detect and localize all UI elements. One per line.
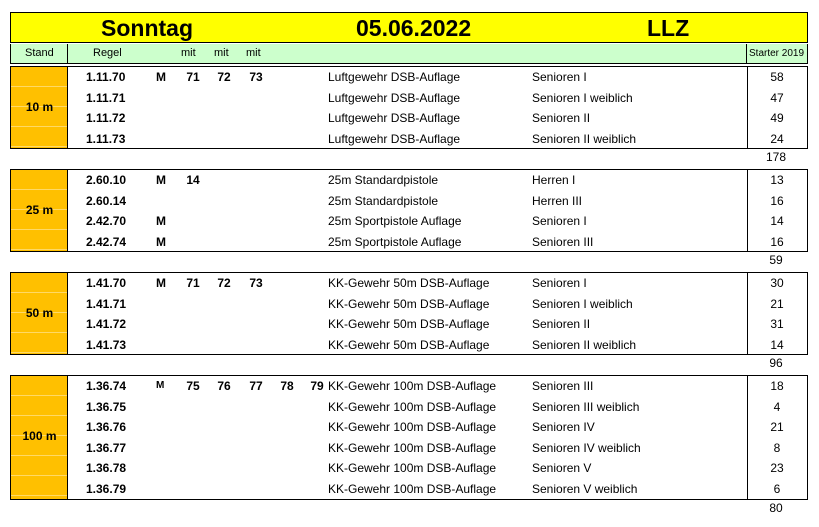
stand-block <box>10 375 808 500</box>
discipline-cell: Luftgewehr DSB-Auflage <box>328 131 461 146</box>
table-row <box>11 67 807 87</box>
starter-cell: 14 <box>770 337 784 352</box>
class-cell: Senioren III <box>532 234 594 249</box>
mit-cell: 73 <box>249 70 263 84</box>
starter-cell: 47 <box>770 90 784 105</box>
class-cell: Herren III <box>532 193 583 208</box>
col-mit-2: mit <box>214 47 229 59</box>
class-cell: Senioren II <box>532 111 591 126</box>
block-total: 178 <box>765 150 787 164</box>
starter-cell: 21 <box>770 420 784 435</box>
discipline-cell: Luftgewehr DSB-Auflage <box>328 90 461 105</box>
table-row <box>11 376 807 396</box>
discipline-cell: KK-Gewehr 100m DSB-Auflage <box>328 420 497 435</box>
discipline-cell: KK-Gewehr 100m DSB-Auflage <box>328 399 497 414</box>
starter-cell: 8 <box>773 440 781 455</box>
starter-cell: 58 <box>770 70 784 84</box>
discipline-cell: 25m Sportpistole Auflage <box>328 234 462 249</box>
class-cell: Senioren III <box>532 379 594 393</box>
table-row <box>11 232 807 252</box>
table-row <box>11 294 807 314</box>
table-row <box>11 170 807 190</box>
starter-cell: 13 <box>770 173 784 187</box>
place-title: LLZ <box>647 15 690 41</box>
class-cell: Senioren I <box>532 70 587 84</box>
mit-cell: 75 <box>186 379 200 393</box>
discipline-cell: 25m Standardpistole <box>328 173 439 187</box>
regel-cell: 1.11.71 <box>86 90 126 105</box>
col-mit-1: mit <box>181 47 196 59</box>
stand-block <box>10 169 808 252</box>
table-row <box>11 397 807 417</box>
discipline-cell: KK-Gewehr 50m DSB-Auflage <box>328 317 490 332</box>
starter-cell: 21 <box>770 296 784 311</box>
mit-cell: 77 <box>249 379 263 393</box>
stand-label: 100 m <box>22 429 57 444</box>
date-title: 05.06.2022 <box>356 15 472 41</box>
table-row <box>11 438 807 458</box>
class-cell: Senioren V weiblich <box>532 482 638 496</box>
table-row <box>11 335 807 355</box>
col-stand: Stand <box>25 47 54 59</box>
discipline-cell: KK-Gewehr 50m DSB-Auflage <box>328 276 490 290</box>
table-row <box>11 273 807 293</box>
block-total: 80 <box>769 501 783 515</box>
regel-cell: 1.36.77 <box>86 440 127 455</box>
m-cell: M <box>156 214 166 229</box>
class-cell: Senioren I weiblich <box>532 90 633 105</box>
regel-cell: 1.36.78 <box>86 461 127 476</box>
m-cell: M <box>156 276 166 290</box>
class-cell: Senioren I <box>532 276 587 290</box>
mit-cell: 71 <box>186 70 200 84</box>
stand-block <box>10 272 808 355</box>
mit-cell: 72 <box>217 276 231 290</box>
stand-block <box>10 66 808 149</box>
starter-cell: 23 <box>770 461 784 476</box>
discipline-cell: KK-Gewehr 100m DSB-Auflage <box>328 461 497 476</box>
mit-cell: 73 <box>249 276 263 290</box>
block-total: 59 <box>769 253 783 267</box>
class-cell: Senioren II weiblich <box>532 337 637 352</box>
mit-cell: 71 <box>186 276 200 290</box>
starter-cell: 6 <box>773 482 781 496</box>
class-cell: Senioren III weiblich <box>532 399 640 414</box>
regel-cell: 1.41.73 <box>86 337 127 352</box>
regel-cell: 1.41.71 <box>86 296 127 311</box>
stand-label: 10 m <box>25 99 54 114</box>
m-cell: M <box>156 234 166 249</box>
discipline-cell: KK-Gewehr 50m DSB-Auflage <box>328 337 490 352</box>
regel-cell: 1.41.72 <box>86 317 127 332</box>
class-cell: Senioren I weiblich <box>532 296 633 311</box>
discipline-cell: Luftgewehr DSB-Auflage <box>328 70 461 84</box>
regel-cell: 1.36.74 <box>86 379 127 393</box>
regel-cell: 2.60.10 <box>86 173 127 187</box>
regel-cell: 1.36.79 <box>86 482 127 496</box>
starter-cell: 4 <box>773 399 781 414</box>
table-row <box>11 211 807 231</box>
starter-cell: 16 <box>770 193 784 208</box>
table-row <box>11 417 807 437</box>
mit-cell: 78 <box>280 379 294 393</box>
discipline-cell: KK-Gewehr 100m DSB-Auflage <box>328 482 497 496</box>
table-row <box>11 479 807 499</box>
title-bar <box>10 12 808 43</box>
mit-cell: 14 <box>186 173 200 187</box>
regel-cell: 2.60.14 <box>86 193 127 208</box>
col-regel: Regel <box>93 47 122 59</box>
col-mit-3: mit <box>246 47 261 59</box>
table-row <box>11 108 807 128</box>
discipline-cell: 25m Standardpistole <box>328 193 439 208</box>
regel-cell: 2.42.70 <box>86 214 127 229</box>
discipline-cell: 25m Sportpistole Auflage <box>328 214 462 229</box>
starter-cell: 16 <box>770 234 784 249</box>
starter-cell: 24 <box>770 131 784 146</box>
stand-label: 25 m <box>25 202 54 217</box>
table-row <box>11 129 807 149</box>
table-row <box>11 88 807 108</box>
class-cell: Senioren I <box>532 214 587 229</box>
class-cell: Senioren IV weiblich <box>532 440 641 455</box>
m-cell: M <box>156 380 165 391</box>
class-cell: Senioren IV <box>532 420 595 435</box>
starter-cell: 49 <box>770 111 784 126</box>
regel-cell: 1.11.73 <box>86 131 126 146</box>
regel-cell: 1.36.76 <box>86 420 127 435</box>
m-cell: M <box>156 173 166 187</box>
mit-cell: 72 <box>217 70 231 84</box>
block-total: 96 <box>769 356 783 370</box>
table-row <box>11 191 807 211</box>
table-row <box>11 458 807 478</box>
discipline-cell: KK-Gewehr 50m DSB-Auflage <box>328 296 490 311</box>
discipline-cell: KK-Gewehr 100m DSB-Auflage <box>328 440 497 455</box>
day-title: Sonntag <box>101 15 193 41</box>
col-starter: Starter 2019 <box>749 48 805 59</box>
m-cell: M <box>156 70 166 84</box>
class-cell: Senioren V <box>532 461 592 476</box>
regel-cell: 2.42.74 <box>86 234 127 249</box>
discipline-cell: Luftgewehr DSB-Auflage <box>328 111 461 126</box>
mit-cell: 79 <box>310 379 324 393</box>
stand-label: 50 m <box>25 305 54 320</box>
regel-cell: 1.36.75 <box>86 399 127 414</box>
starter-cell: 18 <box>770 379 784 393</box>
regel-cell: 1.11.70 <box>86 70 126 84</box>
regel-cell: 1.11.72 <box>86 111 126 126</box>
column-header-row <box>10 44 808 64</box>
class-cell: Senioren II weiblich <box>532 131 637 146</box>
starter-cell: 14 <box>770 214 784 229</box>
starter-cell: 31 <box>770 317 784 332</box>
discipline-cell: KK-Gewehr 100m DSB-Auflage <box>328 379 497 393</box>
class-cell: Senioren II <box>532 317 591 332</box>
mit-cell: 76 <box>217 379 231 393</box>
starter-cell: 30 <box>770 276 784 290</box>
table-row <box>11 314 807 334</box>
regel-cell: 1.41.70 <box>86 276 127 290</box>
class-cell: Herren I <box>532 173 576 187</box>
